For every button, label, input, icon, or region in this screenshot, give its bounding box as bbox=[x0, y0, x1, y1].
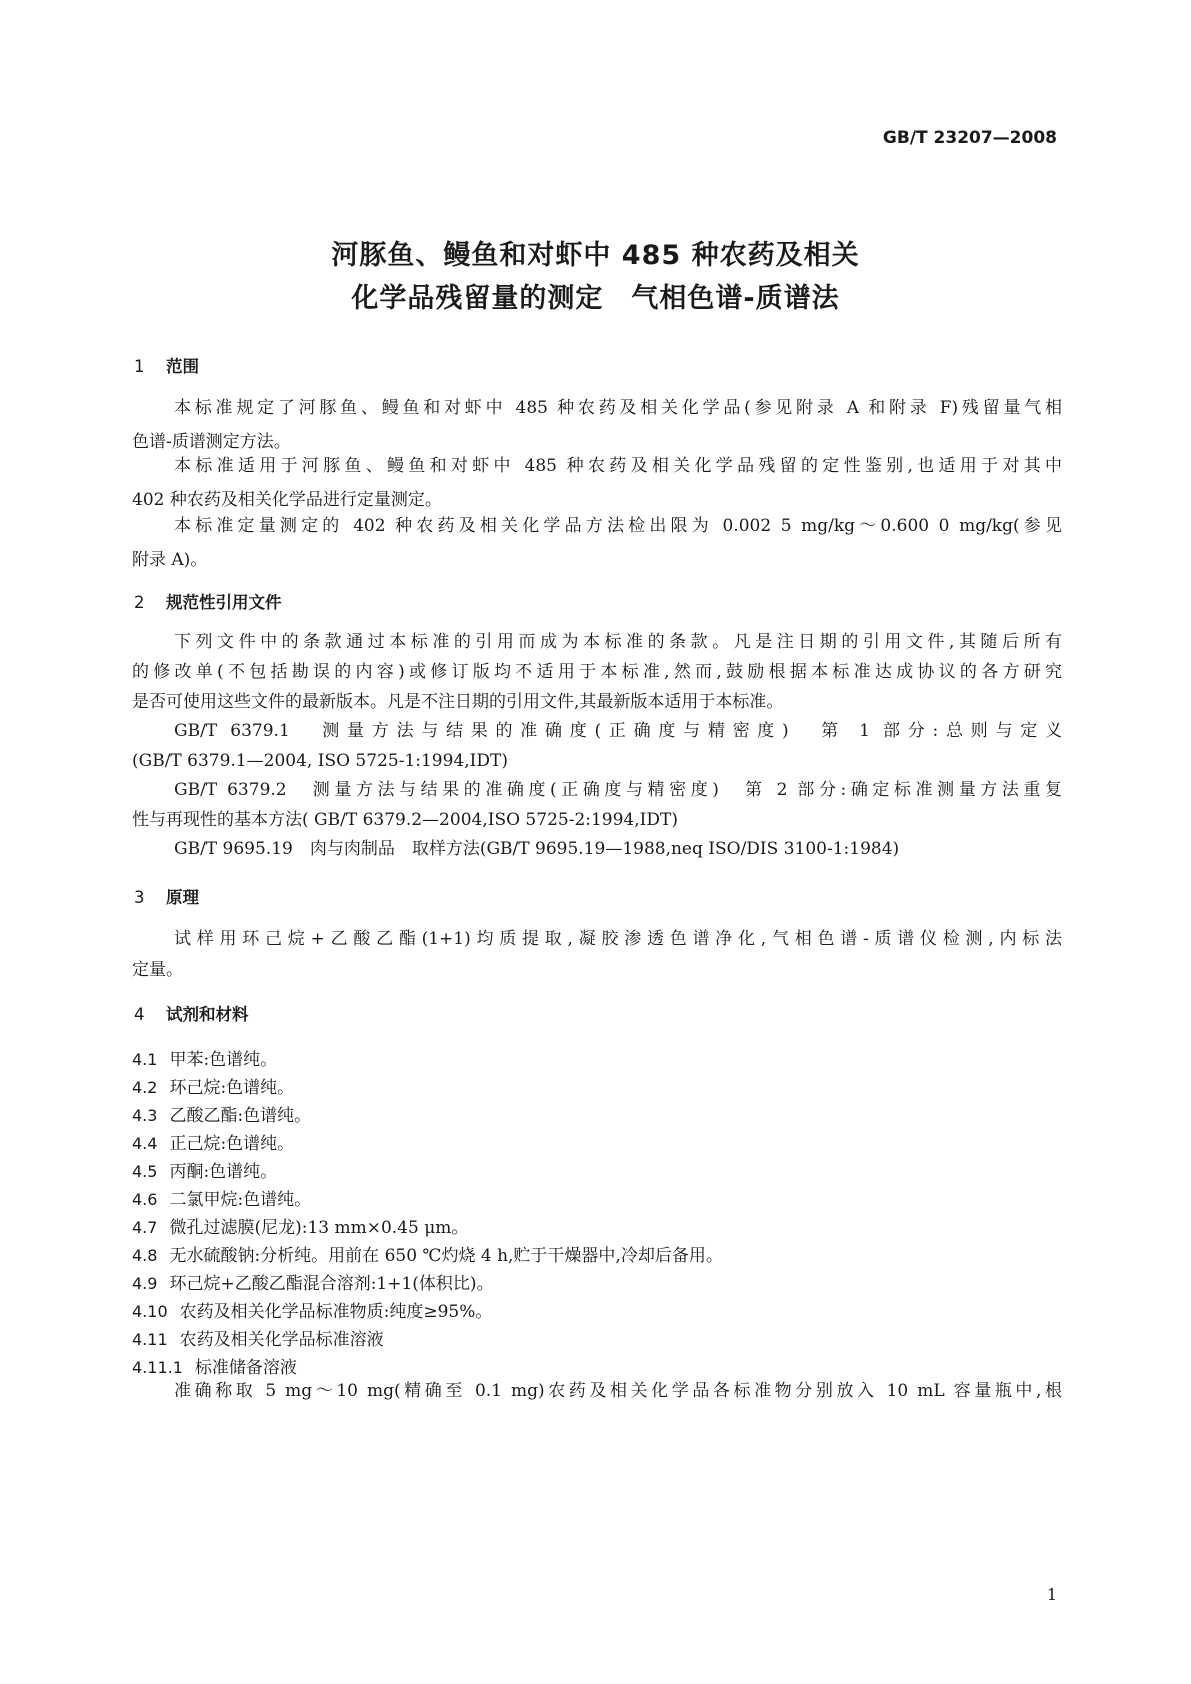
item-number: 4.6 bbox=[132, 1190, 158, 1209]
page-number: 1 bbox=[1046, 1585, 1057, 1604]
list-item bbox=[132, 1297, 492, 1322]
list-item bbox=[132, 1241, 723, 1266]
item-number: 4.1 bbox=[132, 1050, 158, 1069]
item-number: 4.9 bbox=[132, 1274, 158, 1293]
document-title-line-2: 化学品残留量的测定 气相色谱-质谱法 bbox=[351, 283, 840, 314]
list-item bbox=[132, 1269, 494, 1294]
section-number: 2 bbox=[134, 593, 145, 612]
paragraph-line: 402 种农药及相关化学品进行定量测定。 bbox=[132, 490, 442, 510]
item-text: 环己烷+乙酸乙酯混合溶剂:1+1(体积比)。 bbox=[169, 1274, 494, 1294]
reference-line: 性与再现性的基本方法( GB/T 6379.2—2004,ISO 5725-2:1994,IDT) bbox=[132, 810, 678, 830]
paragraph-line: 附录 A)。 bbox=[132, 550, 208, 570]
section-3-heading bbox=[134, 884, 199, 908]
item-text: 农药及相关化学品标准物质:纯度≥95%。 bbox=[179, 1302, 493, 1322]
section-1-heading bbox=[134, 353, 199, 377]
paragraph-line: 试样用环己烷+乙酸乙酯(1+1)均质提取,凝胶渗透色谱净化,气相色谱-质谱仪检测,内标法 bbox=[174, 929, 1062, 949]
paragraph-line: 定量。 bbox=[132, 960, 183, 980]
paragraph-line: 本标准适用于河豚鱼、鳗鱼和对虾中 485 种农药及相关化学品残留的定性鉴别,也适用于对其中 bbox=[174, 456, 1062, 476]
list-item bbox=[132, 1185, 311, 1210]
list-item bbox=[132, 1157, 277, 1182]
item-text: 微孔过滤膜(尼龙):13 mm×0.45 μm。 bbox=[169, 1218, 469, 1238]
paragraph-line: 下列文件中的条款通过本标准的引用而成为本标准的条款。凡是注日期的引用文件,其随后所有 bbox=[174, 632, 1062, 652]
section-title: 原理 bbox=[166, 888, 199, 907]
section-title: 范围 bbox=[166, 357, 199, 376]
item-number: 4.4 bbox=[132, 1134, 158, 1153]
list-item bbox=[132, 1213, 468, 1238]
item-number: 4.2 bbox=[132, 1078, 158, 1097]
list-item bbox=[132, 1045, 277, 1070]
reference-line: GB/T 9695.19 肉与肉制品 取样方法(GB/T 9695.19—1988,neq ISO/DIS 3100-1:1984) bbox=[174, 839, 900, 859]
reference-line: (GB/T 6379.1—2004, ISO 5725-1:1994,IDT) bbox=[132, 751, 508, 771]
list-item bbox=[132, 1073, 294, 1098]
paragraph-line: 准确称取 5 mg～10 mg(精确至 0.1 mg)农药及相关化学品各标准物分别放入 10 mL 容量瓶中,根 bbox=[174, 1381, 1062, 1401]
item-number: 4.5 bbox=[132, 1162, 158, 1181]
item-text: 环己烷:色谱纯。 bbox=[169, 1078, 295, 1098]
item-text: 二氯甲烷:色谱纯。 bbox=[169, 1190, 312, 1210]
reference-line: GB/T 6379.1 测量方法与结果的准确度(正确度与精密度) 第 1 部分:总则与定义 bbox=[174, 721, 1062, 741]
item-text: 正己烷:色谱纯。 bbox=[169, 1134, 295, 1154]
document-title-line-1: 河豚鱼、鳗鱼和对虾中 485 种农药及相关 bbox=[331, 240, 860, 271]
paragraph-line: 本标准规定了河豚鱼、鳗鱼和对虾中 485 种农药及相关化学品(参见附录 A 和附录 F)残留量气相 bbox=[174, 398, 1062, 418]
item-text: 丙酮:色谱纯。 bbox=[169, 1162, 278, 1182]
item-number: 4.11.1 bbox=[132, 1358, 183, 1377]
item-text: 甲苯:色谱纯。 bbox=[169, 1050, 278, 1070]
item-text: 乙酸乙酯:色谱纯。 bbox=[169, 1106, 312, 1126]
item-text: 标准储备溶液 bbox=[194, 1358, 297, 1378]
section-title: 试剂和材料 bbox=[166, 1005, 249, 1024]
section-number: 3 bbox=[134, 888, 145, 907]
paragraph-line: 色谱-质谱测定方法。 bbox=[132, 432, 291, 452]
item-number: 4.3 bbox=[132, 1106, 158, 1125]
paragraph-line: 是否可使用这些文件的最新版本。凡是不注日期的引用文件,其最新版本适用于本标准。 bbox=[132, 692, 784, 712]
section-title: 规范性引用文件 bbox=[166, 593, 282, 612]
paragraph-line: 本标准定量测定的 402 种农药及相关化学品方法检出限为 0.002 5 mg/kg～0.600 0 mg/kg(参见 bbox=[174, 516, 1062, 536]
item-number: 4.8 bbox=[132, 1246, 158, 1265]
paragraph-line: 的修改单(不包括勘误的内容)或修订版均不适用于本标准,然而,鼓励根据本标准达成协议的各方研究 bbox=[132, 662, 1062, 682]
standard-code: GB/T 23207—2008 bbox=[882, 128, 1057, 148]
section-number: 4 bbox=[134, 1005, 145, 1024]
item-number: 4.11 bbox=[132, 1330, 168, 1349]
item-number: 4.7 bbox=[132, 1218, 158, 1237]
list-item bbox=[132, 1101, 311, 1126]
list-item bbox=[132, 1129, 294, 1154]
section-4-heading bbox=[134, 1001, 249, 1025]
item-text: 农药及相关化学品标准溶液 bbox=[179, 1330, 384, 1350]
section-number: 1 bbox=[134, 357, 145, 376]
section-2-heading bbox=[134, 589, 282, 613]
item-text: 无水硫酸钠:分析纯。用前在 650 ℃灼烧 4 h,贮于干燥器中,冷却后备用。 bbox=[169, 1246, 723, 1266]
reference-line: GB/T 6379.2 测量方法与结果的准确度(正确度与精密度) 第 2 部分:确定标准测量方法重复 bbox=[174, 780, 1062, 800]
list-item bbox=[132, 1325, 384, 1350]
item-number: 4.10 bbox=[132, 1302, 168, 1321]
